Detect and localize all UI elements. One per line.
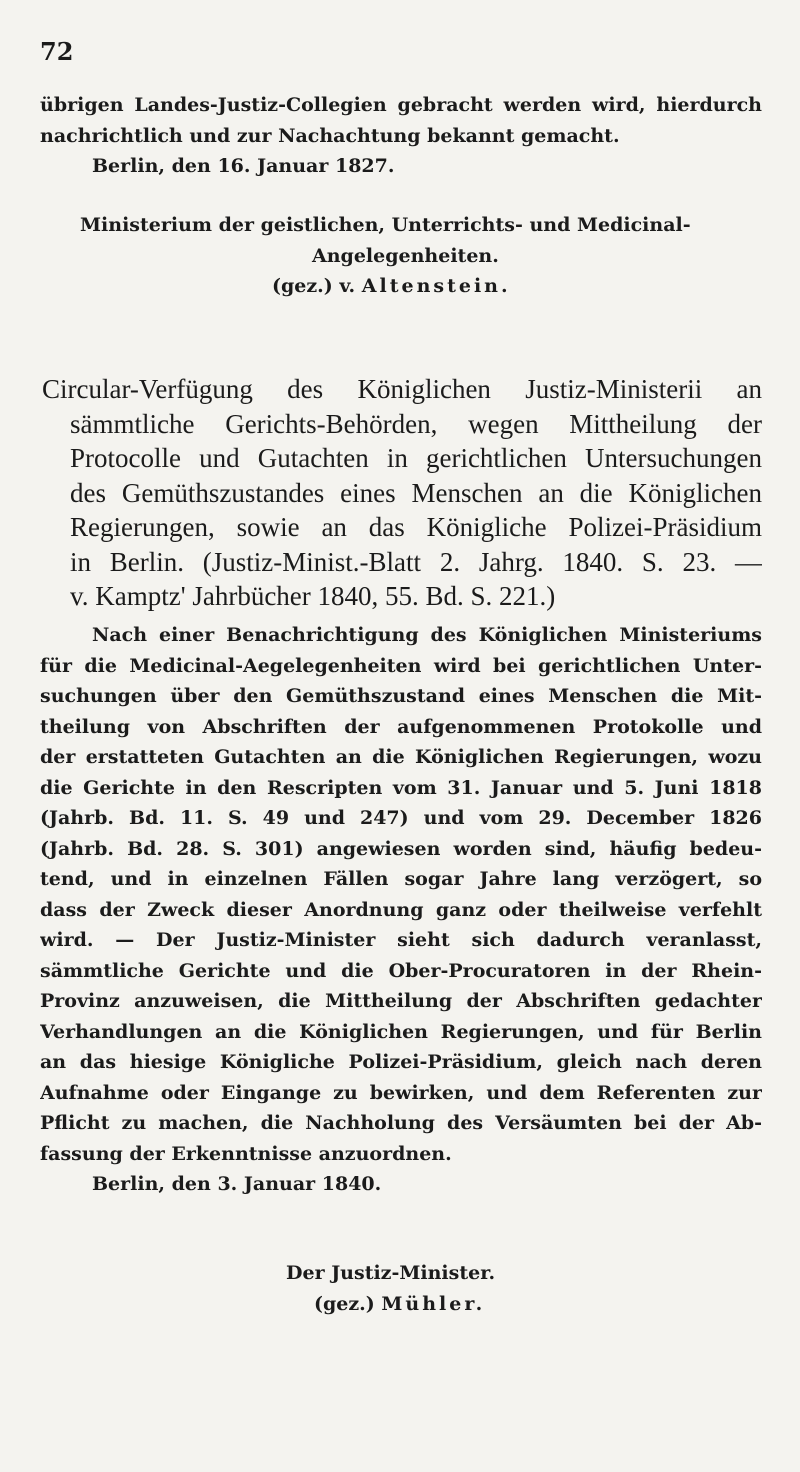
body-line: Aufnahme oder Eingange zu bewirken, und dem Referenten zur xyxy=(40,1081,762,1104)
ministry-line: Angelegenheiten. xyxy=(312,244,499,267)
signature-line xyxy=(40,1289,762,1320)
signature-name: Altenstein. xyxy=(361,275,511,297)
signature-name: Mühler. xyxy=(381,1292,486,1315)
body-line: an das hiesige Königliche Polizei-Präsidium, gleich nach deren xyxy=(40,1051,762,1073)
heading-line: Protocolle und Gutachten in gerichtlichen Untersuchungen xyxy=(70,443,762,473)
heading-line: Circular-Verfügung des Königlichen Justiz-Ministerii an xyxy=(42,374,762,404)
page-number: 72 xyxy=(40,37,74,66)
signature-line xyxy=(80,271,762,302)
decree-heading xyxy=(42,372,762,614)
body-line: für die Medicinal-Aegelegenheiten wird bei gerichtlichen Unter- xyxy=(40,654,762,677)
body-line: (Jahrb. Bd. 11. S. 49 und 247) und vom 29. December 1826 xyxy=(40,807,762,829)
heading-line: sämmtliche Gerichts-Behörden, wegen Mittheilung der xyxy=(70,408,762,439)
body-line: Verhandlungen an die Königlichen Regierungen, und für Berlin xyxy=(40,1020,762,1043)
body-line: der erstatteten Gutachten an die Königlichen Regierungen, wozu xyxy=(40,746,762,768)
body-line: suchungen über den Gemüthszustand eines Menschen die Mit- xyxy=(40,685,762,707)
signer-title: Der Justiz-Minister. xyxy=(286,1262,496,1284)
body-line: sämmtliche Gerichte und die Ober-Procuratoren in der Rhein- xyxy=(40,959,762,982)
body-line: wird. — Der Justiz-Minister sieht sich dadurch veranlasst, xyxy=(40,929,762,951)
minister-signature-block xyxy=(40,1258,762,1319)
body-line: fassung der Erkenntnisse anzuordnen. xyxy=(40,1142,452,1165)
heading-line: in Berlin. (Justiz-Minist.-Blatt 2. Jahrg. 1840. S. 23. — xyxy=(70,546,762,577)
previous-decree-end xyxy=(40,90,762,182)
ministry-line: Ministerium der geistlichen, Unterrichts- und Medicinal- xyxy=(80,214,691,236)
heading-line: des Gemüthszustandes eines Menschen an die Königlichen xyxy=(70,477,762,508)
date-line: Berlin, den 16. Januar 1827. xyxy=(92,155,395,177)
body-line: (Jahrb. Bd. 28. S. 301) angewiesen worden sind, häufig bedeu- xyxy=(40,837,762,860)
ministry-signature-block xyxy=(80,210,762,302)
body-line: Pflicht zu machen, die Nachholung des Versäumten bei der Ab- xyxy=(40,1112,762,1134)
text-line: übrigen Landes-Justiz-Collegien gebracht werden wird, hierdurch xyxy=(40,94,762,116)
date-line: Berlin, den 3. Januar 1840. xyxy=(92,1173,382,1195)
signature-prefix: (gez.) v. xyxy=(272,275,356,297)
signature-prefix: (gez.) xyxy=(314,1292,375,1315)
body-line: Nach einer Benachrichtigung des Königlichen Ministeriums xyxy=(92,624,762,646)
body-line: tend, und in einzelnen Fällen sogar Jahre lang verzögert, so xyxy=(40,868,762,890)
heading-line: v. Kamptz' Jahrbücher 1840, 55. Bd. S. 221.) xyxy=(70,581,556,611)
decree-body xyxy=(40,620,762,1200)
text-line: nachrichtlich und zur Nachachtung bekannt gemacht. xyxy=(40,124,620,147)
body-line: dass der Zweck dieser Anordnung ganz oder theilweise verfehlt xyxy=(40,898,762,921)
heading-line: Regierungen, sowie an das Königliche Polizei-Präsidium xyxy=(70,512,762,542)
body-line: Provinz anzuweisen, die Mittheilung der Abschriften gedachter xyxy=(40,990,762,1012)
body-line: theilung von Abschriften der aufgenommenen Protokolle und xyxy=(40,715,762,738)
body-line: die Gerichte in den Rescripten vom 31. Januar und 5. Juni 1818 xyxy=(40,776,762,799)
